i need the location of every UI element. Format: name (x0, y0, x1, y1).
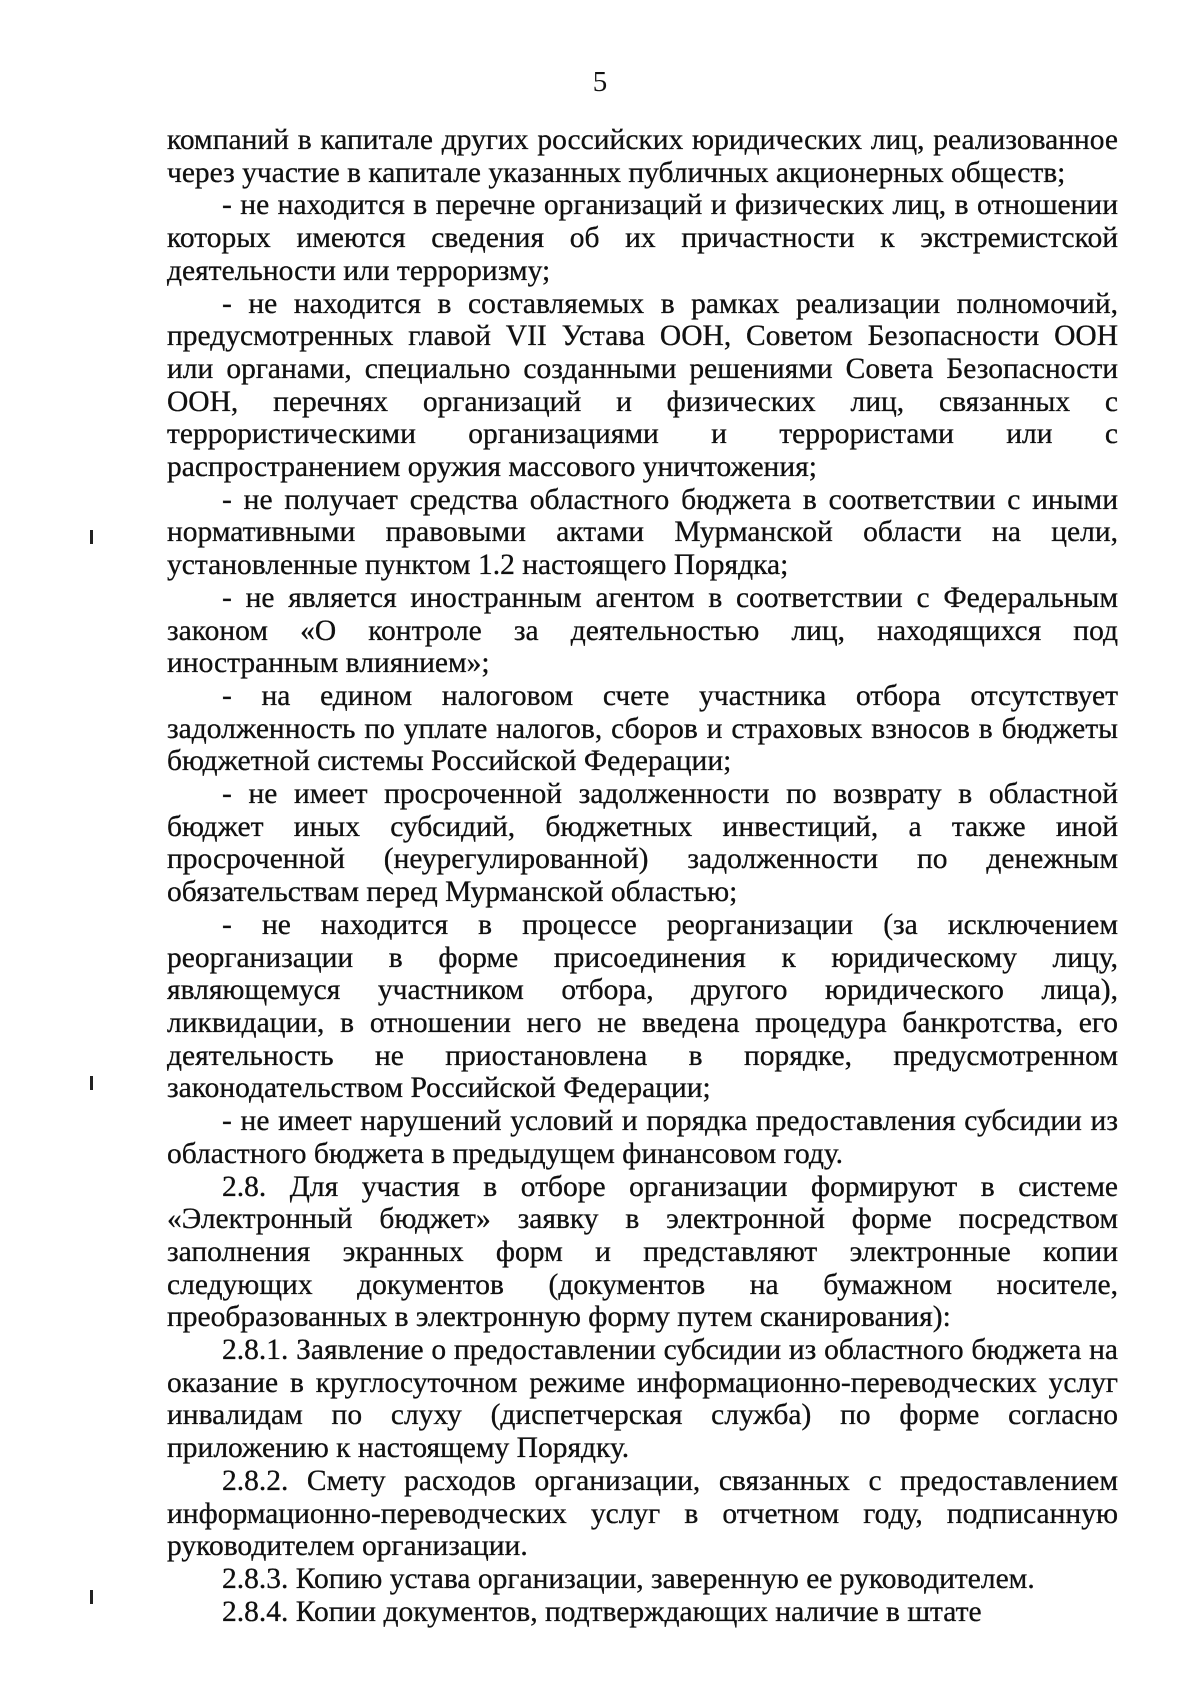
section-2-8-1: 2.8.1. Заявление о предоставлении субсидии из областного бюджета на оказание в круглосуточном режиме информационно-переводческих услуг инвалидам по слуху (диспетчерская служба) по форме согласно приложению к настоящему Порядку. (167, 1334, 1118, 1465)
section-2-8-2: 2.8.2. Смету расходов организации, связанных с предоставлением информационно-переводческих услуг в отчетном году, подписанную руководителем организации. (167, 1464, 1118, 1563)
section-2-8-4: 2.8.4. Копии документов, подтверждающих наличие в штате (222, 1595, 982, 1628)
list-item-foreign-agent: - не является иностранным агентом в соответствии с Федеральным законом «О контроле за деятельностью лиц, находящихся под иностранным влиянием»; (167, 581, 1118, 680)
list-item-budget-funds: - не получает средства областного бюджета в соответствии с иными нормативными правовыми актами Мурманской области на цели, установленные пунктом 1.2 настоящего Порядка; (167, 483, 1118, 582)
document-body (167, 124, 1118, 1628)
list-item-un-sanctions: - не находится в составляемых в рамках реализации полномочий, предусмотренных главой VII Устава ООН, Советом Безопасности ООН или органами, специально созданными решениями Совета Безопасности ООН, перечнях организаций и физических лиц, связанных с террористическими организациями и террористами или с распространением оружия массового уничтожения; (167, 287, 1118, 484)
list-item-tax-debt: - на едином налоговом счете участника отбора отсутствует задолженность по уплате налогов, сборов и страховых взносов в бюджеты бюджетной системы Российской Федерации; (167, 679, 1118, 778)
section-2-8: 2.8. Для участия в отборе организации формируют в системе «Электронный бюджет» заявку в электронной форме посредством заполнения экранных форм и представляют электронные копии следующих документов (документов на бумажном носителе, преобразованных в электронную форму путем сканирования): (167, 1170, 1118, 1334)
paragraph-continuation: компаний в капитале других российских юридических лиц, реализованное через участие в капитале указанных публичных акционерных обществ; (167, 124, 1118, 189)
section-2-8-3: 2.8.3. Копию устава организации, заверенную ее руководителем. (222, 1562, 1035, 1595)
list-item-extremism: - не находится в перечне организаций и физических лиц, в отношении которых имеются сведения об их причастности к экстремистской деятельности или терроризму; (167, 189, 1118, 287)
page-number: 5 (592, 66, 608, 98)
list-item-overdue-debt: - не имеет просроченной задолженности по возврату в областной бюджет иных субсидий, бюджетных инвестиций, а также иной просроченной (неурегулированной) задолженности по денежным обязательствам перед Мурманской областью; (167, 778, 1118, 909)
scan-margin-mark (90, 530, 93, 544)
list-item-reorganization: - не находится в процессе реорганизации (за исключением реорганизации в форме присоединения к юридическому лицу, являющемуся участником отбора, другого юридического лица), ликвидации, в отношении него не введена процедура банкротства, его деятельность не приостановлена в порядке, предусмотренном законодательством Российской Федерации; (167, 908, 1118, 1105)
scan-margin-mark (90, 1590, 93, 1604)
scan-margin-mark (90, 1076, 93, 1090)
list-item-violations: - не имеет нарушений условий и порядка предоставления субсидии из областного бюджета в предыдущем финансовом году. (167, 1105, 1118, 1170)
